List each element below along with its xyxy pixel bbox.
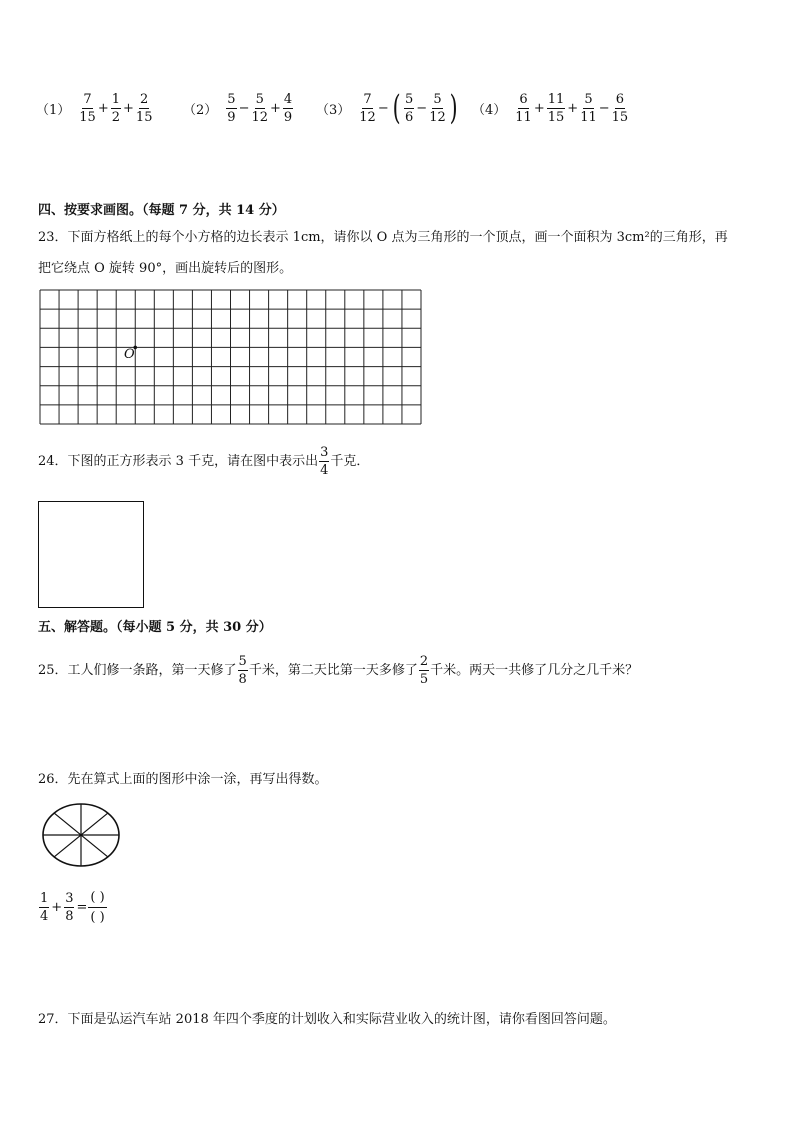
operator: − xyxy=(238,100,250,116)
q25-f2-num: 2 xyxy=(419,653,429,669)
q26-circle-figure[interactable] xyxy=(40,801,122,869)
fraction-denominator: 15 xyxy=(79,109,96,125)
fraction-numerator: 11 xyxy=(547,91,565,107)
fraction-numerator: 7 xyxy=(363,91,372,107)
q23-text-line2: 把它绕点 O 旋转 90°，画出旋转后的图形。 xyxy=(38,261,293,276)
fraction-denominator: 6 xyxy=(405,109,414,125)
q24-suffix: 千克． xyxy=(330,453,370,469)
calc-problem-2 xyxy=(183,88,294,128)
operator: + xyxy=(270,100,281,116)
fraction-denominator: 9 xyxy=(283,109,293,125)
calc-problems-row xyxy=(36,88,636,128)
fraction-denominator: 12 xyxy=(359,109,376,125)
q25-f1-num: 5 xyxy=(238,653,247,669)
calc-problem-label: （3） xyxy=(316,102,351,118)
calc-problem-label: （2） xyxy=(183,102,218,118)
fraction xyxy=(226,93,236,124)
fraction-numerator: 7 xyxy=(83,91,92,107)
fraction-denominator: 15 xyxy=(611,109,629,125)
q25-fraction-2 xyxy=(419,655,429,686)
q26-answer-num[interactable]: ( ) xyxy=(88,890,106,908)
operator: − xyxy=(416,100,428,116)
fraction xyxy=(111,93,121,124)
fraction-denominator: 12 xyxy=(251,109,269,125)
fraction-denominator: 2 xyxy=(111,109,121,125)
fraction-numerator: 4 xyxy=(283,91,293,107)
fraction xyxy=(580,93,597,124)
q26-f2-den: 8 xyxy=(65,908,74,924)
fraction xyxy=(612,93,629,124)
q26-equation xyxy=(38,885,107,929)
q26-answer-den[interactable]: ( ) xyxy=(90,909,105,925)
calc-problem-label: （1） xyxy=(36,102,71,118)
q24-frac-num: 3 xyxy=(320,444,329,460)
q23-text-line1: 23．下面方格纸上的每个小方格的边长表示 1cm，请你以 O 点为三角形的一个顶点，画一个面积为 3cm²的三角形，再 xyxy=(38,230,728,245)
q25-part1: 25．工人们修一条路，第一天修了 xyxy=(38,662,237,678)
q26-equals: = xyxy=(76,899,88,915)
q25-text xyxy=(38,650,638,690)
operator: − xyxy=(598,100,610,116)
fraction-numerator: 6 xyxy=(519,91,528,107)
q24-fraction xyxy=(319,446,329,477)
operator: − xyxy=(377,100,389,116)
q26-text: 26．先在算式上面的图形中涂一涂，再写出得数。 xyxy=(38,772,328,787)
parenthesis: ( xyxy=(392,88,401,128)
fraction-numerator: 5 xyxy=(227,91,236,107)
fraction xyxy=(547,93,566,124)
fraction xyxy=(136,93,153,124)
fraction xyxy=(251,93,268,124)
q26-fraction-1 xyxy=(39,892,49,923)
q25-f1-den: 8 xyxy=(238,671,247,687)
q23-grid-paper[interactable] xyxy=(39,289,422,425)
q25-fraction-1 xyxy=(238,655,248,686)
fraction-numerator: 5 xyxy=(584,91,593,107)
q27-text: 27．下面是弘运汽车站 2018 年四个季度的计划收入和实际营业收入的统计图，请你看图回答问题。 xyxy=(38,1012,616,1027)
operator: + xyxy=(97,100,109,116)
fraction-denominator: 15 xyxy=(547,109,565,125)
q25-part3: 千米。两天一共修了几分之几千米？ xyxy=(430,662,639,678)
fraction-numerator: 5 xyxy=(405,91,414,107)
fraction-denominator: 11 xyxy=(515,109,532,125)
calc-problem-1 xyxy=(36,88,153,128)
calc-problem-label: （4） xyxy=(472,102,507,118)
fraction-numerator: 5 xyxy=(255,91,264,107)
q25-f2-den: 5 xyxy=(419,671,429,687)
section-4-heading: 四、按要求画图。（每题 7 分，共 14 分） xyxy=(38,203,285,218)
q24-frac-den: 4 xyxy=(320,462,329,478)
fraction xyxy=(79,93,96,124)
q24-prefix: 24．下图的正方形表示 3 千克，请在图中表示出 xyxy=(38,453,319,469)
q26-fraction-2 xyxy=(64,892,74,923)
q26-answer-fraction[interactable] xyxy=(88,890,106,925)
fraction-numerator: 1 xyxy=(111,91,121,107)
fraction-denominator: 15 xyxy=(135,109,153,125)
fraction xyxy=(359,93,376,124)
q26-f1-num: 1 xyxy=(40,890,49,906)
fraction-denominator: 12 xyxy=(429,109,446,125)
fraction xyxy=(515,93,532,124)
fraction-numerator: 5 xyxy=(433,91,442,107)
fraction xyxy=(404,93,414,124)
fraction xyxy=(429,93,446,124)
operator: + xyxy=(533,100,545,116)
section-5-heading: 五、解答题。（每小题 5 分，共 30 分） xyxy=(38,620,272,635)
fraction-numerator: 6 xyxy=(615,91,625,107)
q26-f2-num: 3 xyxy=(65,890,74,906)
point-o-label: O xyxy=(124,347,135,362)
q26-f1-den: 4 xyxy=(40,908,49,924)
q24-text xyxy=(38,441,369,481)
calc-problem-3 xyxy=(316,88,460,128)
fraction xyxy=(283,93,293,124)
q25-part2: 千米，第二天比第一天多修了 xyxy=(248,662,418,678)
fraction-numerator: 2 xyxy=(140,91,149,107)
q24-square[interactable] xyxy=(38,501,144,608)
fraction-denominator: 9 xyxy=(227,109,236,125)
calc-problem-4 xyxy=(472,88,629,128)
operator: + xyxy=(123,100,134,116)
parenthesis: ) xyxy=(449,88,458,128)
fraction-denominator: 11 xyxy=(580,109,597,125)
operator: + xyxy=(567,100,579,116)
q26-plus: + xyxy=(51,899,63,915)
